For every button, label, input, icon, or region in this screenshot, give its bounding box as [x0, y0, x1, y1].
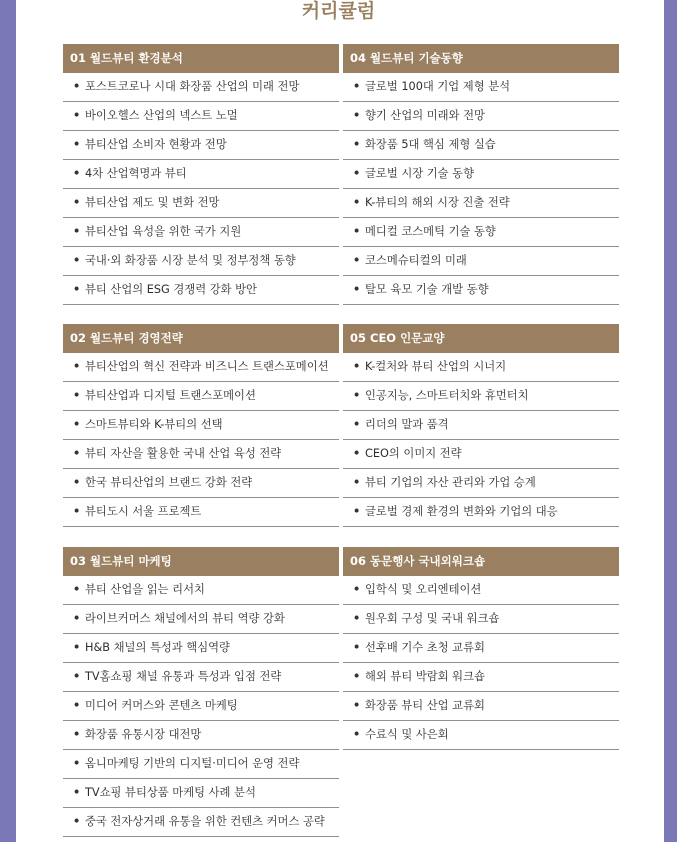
bullet-icon: • — [353, 447, 361, 460]
list-item-text: 인공지능, 스마트터치와 휴먼터치 — [365, 389, 529, 402]
list-item — [343, 189, 619, 218]
list-item-text: 화장품 유통시장 대전망 — [85, 728, 202, 741]
bullet-icon: • — [353, 418, 361, 431]
section-header: 05 CEO 인문교양 — [343, 324, 619, 353]
list-item-text: 스마트뷰티와 K-뷰티의 선택 — [85, 418, 223, 431]
list-item-text: 4차 산업혁명과 뷰티 — [85, 167, 187, 180]
list-item-text: 뷰티산업과 디지털 트랜스포메이션 — [85, 389, 256, 402]
list-item-text: 뷰티산업 제도 및 변화 전망 — [85, 196, 220, 209]
bullet-icon: • — [353, 641, 361, 654]
list-item-text: 뷰티 자산을 활용한 국내 산업 육성 전략 — [85, 447, 282, 460]
list-item — [343, 247, 619, 276]
bullet-icon: • — [73, 225, 81, 238]
list-item-text: 뷰티 기업의 자산 관리와 가업 승계 — [365, 476, 536, 489]
list-item — [63, 276, 339, 305]
list-item-text: 글로벌 경제 환경의 변화와 기업의 대응 — [365, 505, 558, 518]
list-item-text: 뷰티도시 서울 프로젝트 — [85, 505, 202, 518]
list-item-text: 글로벌 시장 기술 동향 — [365, 167, 474, 180]
list-item-text: 포스트코로나 시대 화장품 산업의 미래 전망 — [85, 80, 300, 93]
bullet-icon: • — [353, 167, 361, 180]
bullet-icon: • — [73, 757, 81, 770]
bullet-icon: • — [73, 670, 81, 683]
bullet-icon: • — [353, 612, 361, 625]
list-item-text: 미디어 커머스와 콘텐츠 마케팅 — [85, 699, 238, 712]
list-item — [343, 102, 619, 131]
list-item-text: 글로벌 100대 기업 제형 분석 — [365, 80, 511, 93]
bullet-icon: • — [73, 360, 81, 373]
bullet-icon: • — [73, 728, 81, 741]
list-item-text: 리더의 말과 품격 — [365, 418, 449, 431]
bullet-icon: • — [73, 254, 81, 267]
list-item-text: 뷰티산업 육성을 위한 국가 지원 — [85, 225, 242, 238]
list-item — [343, 576, 619, 605]
bullet-icon: • — [73, 138, 81, 151]
list-item — [63, 692, 339, 721]
bullet-icon: • — [353, 389, 361, 402]
bullet-icon: • — [73, 583, 81, 596]
list-item — [343, 382, 619, 411]
list-item — [343, 411, 619, 440]
list-item — [343, 218, 619, 247]
list-item-text: 해외 뷰티 박람회 워크숍 — [365, 670, 485, 683]
section-header: 06 동문행사 국내외워크숍 — [343, 547, 619, 576]
bullet-icon: • — [73, 389, 81, 402]
list-item-text: 뷰티 산업을 읽는 리서치 — [85, 583, 205, 596]
bullet-icon: • — [73, 196, 81, 209]
list-item-text: CEO의 이미지 전략 — [365, 447, 462, 460]
curriculum-section — [343, 324, 619, 527]
bullet-icon: • — [73, 476, 81, 489]
list-item — [63, 189, 339, 218]
list-item — [343, 160, 619, 189]
list-item-text: 옴니마케팅 기반의 디지털·미디어 운영 전략 — [85, 757, 300, 770]
bullet-icon: • — [353, 109, 361, 122]
bullet-icon: • — [353, 476, 361, 489]
list-item — [63, 721, 339, 750]
bullet-icon: • — [73, 167, 81, 180]
list-item — [343, 605, 619, 634]
bullet-icon: • — [353, 699, 361, 712]
list-item-text: 입학식 및 오리엔테이션 — [365, 583, 482, 596]
list-item — [343, 663, 619, 692]
list-item — [63, 73, 339, 102]
curriculum-section — [63, 547, 339, 837]
list-item — [343, 692, 619, 721]
bullet-icon: • — [73, 505, 81, 518]
bullet-icon: • — [353, 583, 361, 596]
bullet-icon: • — [353, 254, 361, 267]
curriculum-section — [343, 547, 619, 750]
list-item — [63, 411, 339, 440]
bullet-icon: • — [353, 360, 361, 373]
list-item — [63, 663, 339, 692]
list-item-text: K-컬처와 뷰티 산업의 시너지 — [365, 360, 507, 373]
list-item — [63, 353, 339, 382]
list-item — [63, 247, 339, 276]
bullet-icon: • — [73, 80, 81, 93]
list-item-text: 원우회 구성 및 국내 워크숍 — [365, 612, 500, 625]
list-item-text: 메디컬 코스메틱 기술 동향 — [365, 225, 496, 238]
list-item-text: 바이오헬스 산업의 넥스트 노멀 — [85, 109, 238, 122]
bullet-icon: • — [353, 80, 361, 93]
bullet-icon: • — [353, 196, 361, 209]
list-item — [343, 276, 619, 305]
bullet-icon: • — [73, 447, 81, 460]
list-item — [343, 73, 619, 102]
curriculum-section — [63, 324, 339, 527]
curriculum-section — [63, 44, 339, 305]
list-item-text: 선후배 기수 초청 교류회 — [365, 641, 485, 654]
bullet-icon: • — [353, 670, 361, 683]
bullet-icon: • — [353, 505, 361, 518]
list-item-text: 라이브커머스 채널에서의 뷰티 역량 강화 — [85, 612, 285, 625]
bullet-icon: • — [73, 786, 81, 799]
list-item — [343, 721, 619, 750]
list-item — [63, 160, 339, 189]
list-item — [63, 605, 339, 634]
list-item-text: 국내·외 화장품 시장 분석 및 정부정책 동향 — [85, 254, 296, 267]
list-item — [63, 576, 339, 605]
list-item-text: 화장품 뷰티 산업 교류회 — [365, 699, 485, 712]
list-item-text: 코스메슈티컬의 미래 — [365, 254, 467, 267]
bullet-icon: • — [73, 109, 81, 122]
list-item — [63, 750, 339, 779]
bullet-icon: • — [73, 418, 81, 431]
list-item-text: TV홈쇼핑 채널 유통과 특성과 입점 전략 — [85, 670, 282, 683]
list-item — [343, 469, 619, 498]
list-item — [343, 634, 619, 663]
curriculum-section — [343, 44, 619, 305]
list-item — [343, 353, 619, 382]
list-item — [63, 382, 339, 411]
list-item — [343, 498, 619, 527]
list-item — [63, 469, 339, 498]
list-item — [63, 808, 339, 837]
list-item-text: 한국 뷰티산업의 브랜드 강화 전략 — [85, 476, 253, 489]
list-item — [343, 131, 619, 160]
list-item — [63, 634, 339, 663]
bullet-icon: • — [73, 815, 81, 828]
list-item-text: 탈모 육모 기술 개발 동향 — [365, 283, 489, 296]
list-item-text: 화장품 5대 핵심 제형 실습 — [365, 138, 496, 151]
list-item-text: H&B 채널의 특성과 핵심역량 — [85, 641, 230, 654]
section-header: 02 월드뷰티 경영전략 — [63, 324, 339, 353]
list-item — [63, 102, 339, 131]
list-item — [63, 498, 339, 527]
list-item-text: 뷰티산업 소비자 현황과 전망 — [85, 138, 227, 151]
bullet-icon: • — [353, 138, 361, 151]
bullet-icon: • — [353, 283, 361, 296]
list-item-text: TV쇼핑 뷰티상품 마케팅 사례 분석 — [85, 786, 256, 799]
list-item — [63, 218, 339, 247]
list-item-text: 뷰티 산업의 ESG 경쟁력 강화 방안 — [85, 283, 257, 296]
list-item — [63, 440, 339, 469]
bullet-icon: • — [73, 699, 81, 712]
bullet-icon: • — [353, 728, 361, 741]
list-item — [63, 131, 339, 160]
bullet-icon: • — [73, 283, 81, 296]
list-item-text: 수료식 및 사은회 — [365, 728, 449, 741]
bullet-icon: • — [73, 612, 81, 625]
section-header: 04 월드뷰티 기술동향 — [343, 44, 619, 73]
page-title: 커리큘럼 — [301, 0, 376, 22]
list-item — [343, 440, 619, 469]
section-header: 01 월드뷰티 환경분석 — [63, 44, 339, 73]
list-item-text: 중국 전자상거래 유통을 위한 컨텐츠 커머스 공략 — [85, 815, 325, 828]
bullet-icon: • — [353, 225, 361, 238]
bullet-icon: • — [73, 641, 81, 654]
list-item-text: 뷰티산업의 혁신 전략과 비즈니스 트랜스포메이션 — [85, 360, 329, 373]
list-item-text: 향기 산업의 미래와 전망 — [365, 109, 485, 122]
list-item — [63, 779, 339, 808]
list-item-text: K-뷰티의 해외 시장 진출 전략 — [365, 196, 510, 209]
section-header: 03 월드뷰티 마케팅 — [63, 547, 339, 576]
